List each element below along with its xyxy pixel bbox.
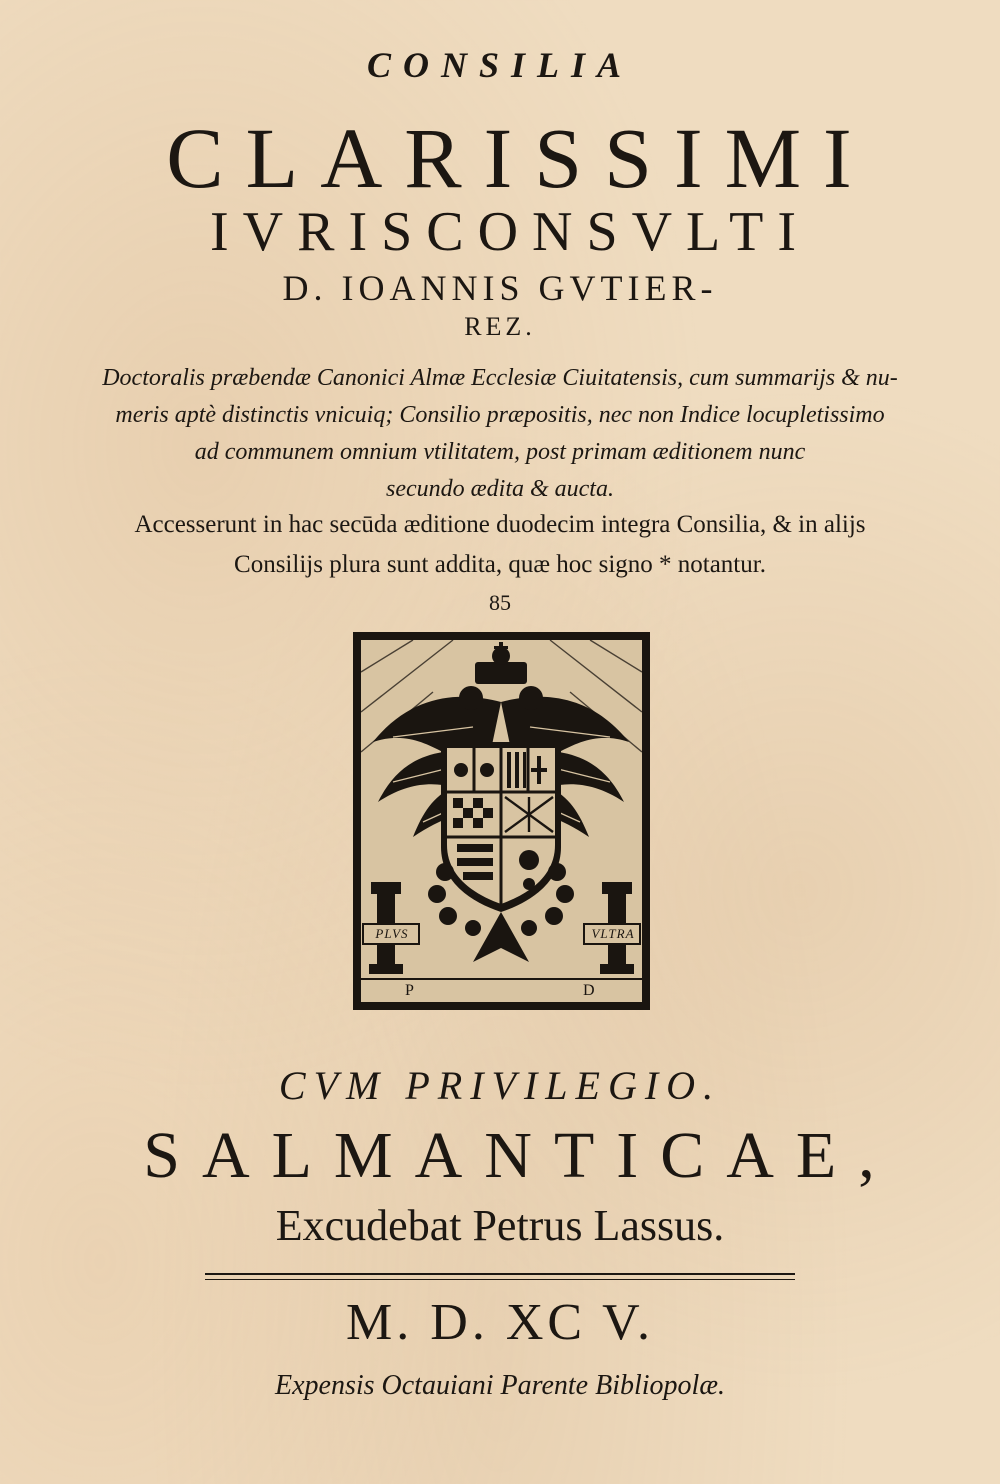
printer-imprint: Excudebat Petrus Lassus.: [275, 1201, 725, 1250]
description-italic: [70, 360, 930, 508]
motto-right: VLTRA: [591, 926, 635, 941]
title-consilia: CONSILIA: [366, 45, 634, 85]
divider-rule: [205, 1273, 795, 1275]
coat-of-arms-woodcut: [353, 632, 650, 1010]
bookseller-line: Expensis Octauiani Parente Bibliopolæ.: [274, 1370, 725, 1401]
printer-initial-right: D: [583, 982, 595, 999]
printer-initial-left: P: [405, 982, 414, 999]
publication-year: M. D. XC V.: [346, 1294, 654, 1351]
description-italic-line: meris aptè distinctis vnicuiq; Consilio præpositis, nec non Indice locupletissimo: [115, 402, 885, 428]
place-of-printing: SALMANTICAE,: [143, 1119, 897, 1192]
author-name: D. IOANNIS GVTIER-: [282, 268, 718, 308]
title-clarissimi: CLARISSIMI: [166, 110, 874, 206]
motto-left: PLVS: [375, 926, 409, 941]
privilege-line: CVM PRIVILEGIO.: [278, 1063, 722, 1108]
author-name-continued: REZ.: [464, 312, 536, 341]
description-roman: [60, 505, 940, 585]
description-roman-line: Accesserunt in hac secūda æditione duodecim integra Consilia, & in alijs: [134, 511, 866, 538]
title-iurisconsulti: IVRISCONSVLTI: [210, 201, 810, 263]
signature-mark: 85: [489, 590, 511, 615]
description-roman-line: Consilijs plura sunt addita, quæ hoc signo * notantur.: [234, 551, 766, 578]
description-italic-line: secundo ædita & aucta.: [386, 476, 614, 502]
description-italic-line: Doctoralis præbendæ Canonici Almæ Ecclesiæ Ciuitatensis, cum summarijs & nu-: [102, 365, 898, 391]
description-italic-line: ad communem omnium vtilitatem, post primam æditionem nunc: [194, 439, 806, 465]
